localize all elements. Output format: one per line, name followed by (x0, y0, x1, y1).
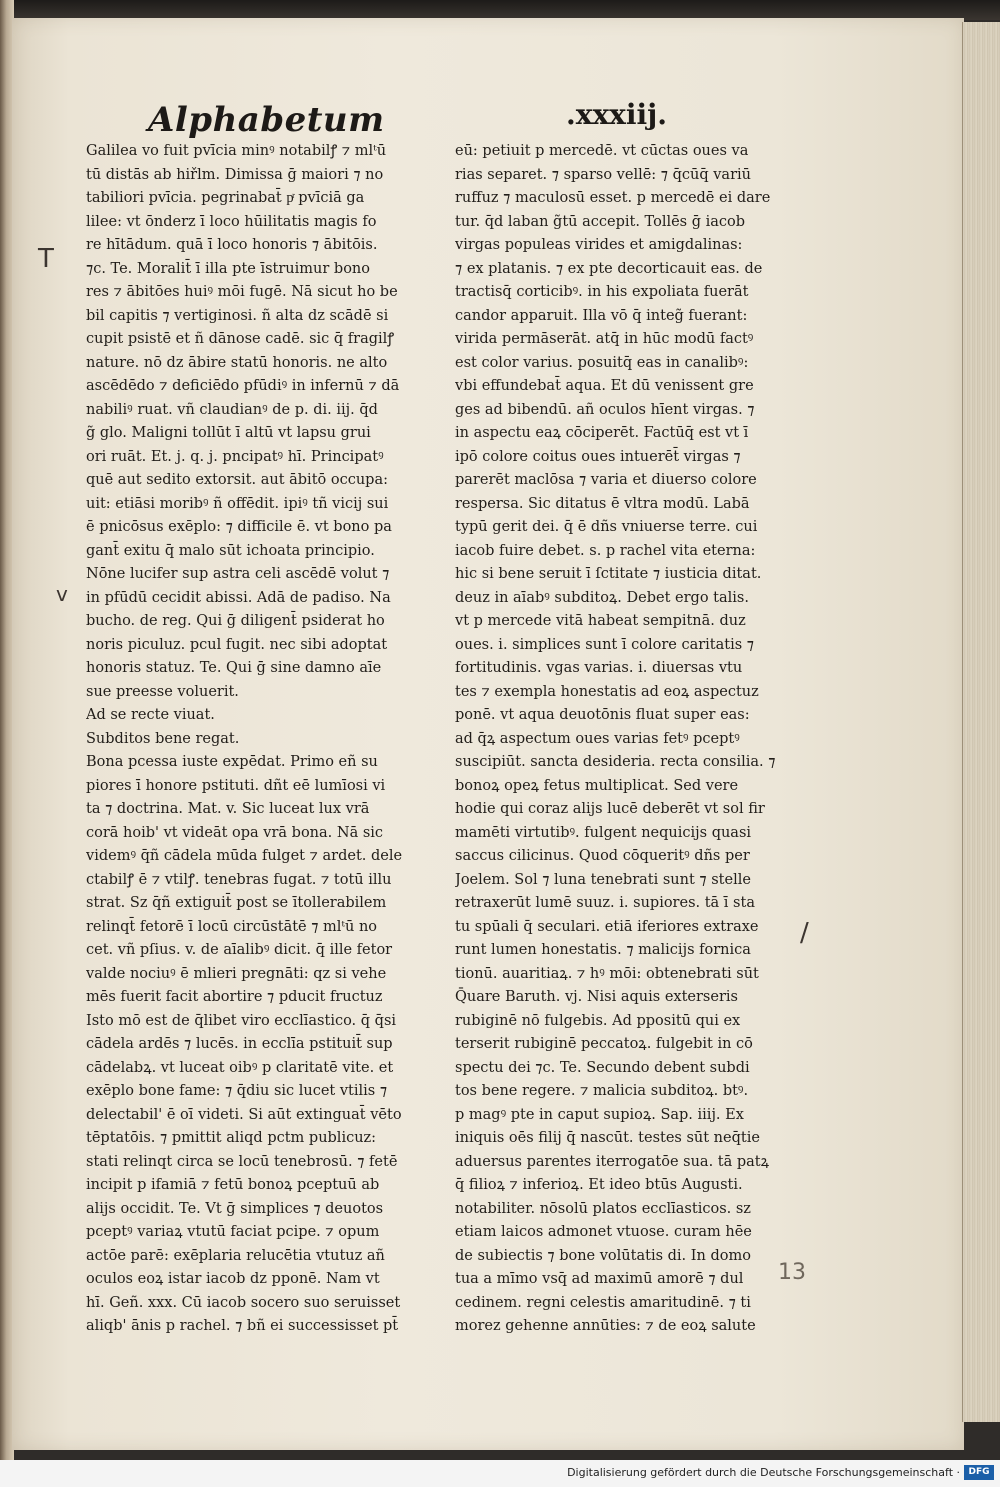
text-line: ⁊c. Te. Moralit̄ ī illa pte īstruimur bono (86, 260, 370, 277)
text-line: res ⁊ ābitōes huiꝰ mōi fugē. Nā sicut ho be (86, 284, 398, 300)
text-line: Joelem. Sol ⁊ luna tenebrati sunt ⁊ stelle (455, 871, 751, 888)
right-text-column (455, 140, 790, 1339)
text-line: q̄ filioꝝ ⁊ inferioꝝ. Et ideo btūs Augusti. (455, 1177, 743, 1193)
text-line: Isto mō est de q̄libet viro ecclīastico. q̄ q̄si (86, 1012, 397, 1029)
text-line: nabiliꝰ ruat. vñ claudianꝰ de p. di. iij. q̄d (86, 401, 378, 418)
text-line: est color varius. posuitq̄ eas in canalibꝰ: (455, 354, 749, 371)
text-line: vt p mercede vitā habeat sempitnā. duz (455, 613, 746, 629)
text-line: tes ⁊ exempla honestatis ad eoꝝ aspectuz (455, 683, 759, 700)
text-line: ⁊ ex platanis. ⁊ ex pte decorticauit eas. de (455, 260, 763, 277)
dfg-logo-icon: DFG (964, 1465, 994, 1480)
text-line: bucho. de reg. Qui ḡ diligent̄ psiderat ho (86, 613, 385, 629)
text-line: iacob fuire debet. s. p rachel vita eterna: (455, 542, 756, 559)
footer-credit-text: Digitalisierung gefördert durch die Deutsche Forschungsgemeinschaft · (567, 1466, 960, 1479)
text-line: eū: petiuit p mercedē. vt cūctas oues va (455, 143, 749, 159)
text-line: bonoꝝ opeꝝ fetus multiplicat. Sed vere (455, 777, 739, 794)
text-line: re hītādum. quā ī loco honoris ⁊ ābitōis. (86, 237, 378, 253)
text-line: aduersus parentes iterrogatōe sua. tā patꝝ (455, 1153, 770, 1170)
text-line: lilee: vt ōnderz ī loco hūilitatis magis fo (86, 213, 377, 230)
text-line: stati relinqt circa se locū tenebrosū. ⁊ fetē (86, 1153, 398, 1170)
margin-mark-check: v (56, 582, 68, 606)
text-line: relinqt̄ fetorē ī locū circūstātē ⁊ mlᵗū no (86, 918, 378, 935)
text-line: oculos eoꝝ istar iacob dz pponē. Nam vt (86, 1271, 380, 1287)
text-line: gant̄ exitu q̄ malo sūt ichoata principio. (86, 542, 375, 559)
text-line: in pfūdū cecidit abissi. Adā de padiso. Na (86, 589, 391, 606)
text-line: cedinem. regni celestis amaritudinē. ⁊ ti (455, 1294, 751, 1311)
text-line: ipō colore coitus oues intuerēt̄ virgas ⁊ (455, 448, 741, 465)
text-line: tos bene regere. ⁊ malicia subditoꝝ. btꝰ. (455, 1083, 749, 1099)
text-line: ruffuz ⁊ maculosū esset. p mercedē ei dare (455, 190, 771, 206)
text-line: cādela ardēs ⁊ lucēs. in ecclīa pstituit̄ sup (86, 1036, 393, 1052)
text-line: saccus cilicinus. Quod cōqueritꝰ dñs per (455, 848, 750, 864)
text-line: g̃ glo. Maligni tollūt ī altū vt lapsu grui (86, 425, 371, 441)
text-line: hodie qui coraz alijs lucē deberēt vt sol fir (455, 801, 765, 817)
text-line: ad q̄ꝝ aspectum oues varias fetꝰ pceptꝰ (455, 730, 740, 747)
text-line: candor apparuit. Illa vō q̄ integ̃ fuerant: (455, 307, 748, 324)
left-text-column (86, 140, 416, 1339)
text-line: rias separet. ⁊ sparso vellē: ⁊ q̄cūq̄ variū (455, 166, 751, 183)
text-line: retraxerūt lumē suuz. i. supiores. tā ī sta (455, 895, 755, 911)
text-line: ctabilꝭ ē ⁊ vtilꝭ. tenebras fugat. ⁊ totū illu (86, 871, 392, 888)
text-line: tēptatōis. ⁊ pmittit aliqd pctm publicuz: (86, 1130, 377, 1146)
folio-number: .xxxiij. (566, 98, 667, 131)
text-line: tua a mīmo vsq̄ ad maximū amorē ⁊ dul (455, 1271, 744, 1287)
text-line: Bona pcessa iuste expēdat. Primo eñ su (86, 754, 378, 770)
text-line: ē pnicōsus exēplo: ⁊ difficile ē. vt bono pa (86, 519, 392, 535)
text-line: piores ī honore pstituti. dñt eē lumīosi vi (86, 777, 386, 794)
running-title: Alphabetum (148, 100, 385, 140)
text-line: ges ad bibendū. añ oculos hīent virgas. ⁊ (455, 401, 755, 418)
text-line: fortitudinis. vgas varias. i. diuersas vtu (455, 660, 743, 676)
margin-mark-slash: / (800, 918, 809, 948)
text-line: Ad se recte viuat. (86, 707, 215, 723)
text-line: valde nociuꝰ ē mlieri pregnāti: qz si vehe (86, 965, 387, 982)
text-line: Q̄uare Baruth. vj. Nisi aquis exterseris (455, 989, 738, 1005)
text-line: exēplo bone fame: ⁊ q̄diu sic lucet vtilis ⁊ (86, 1083, 388, 1099)
text-line: tur. q̄d laban g̃tū accepit. Tollēs ḡ iacob (455, 213, 746, 230)
text-line: honoris statuz. Te. Qui ḡ sine damno aīe (86, 660, 382, 676)
text-line: terserit rubiginē peccatoꝝ. fulgebit in cō (455, 1036, 753, 1052)
text-line: ta ⁊ doctrina. Mat. v. Sic luceat lux vrā (86, 801, 370, 817)
text-line: mēs fuerit facit abortire ⁊ pducit fructuz (86, 989, 383, 1005)
text-line: corā hoib' vt videāt opa vrā bona. Nā sic (86, 824, 384, 841)
page-fore-edge (962, 22, 1000, 1422)
text-line: tu spūali q̄ seculari. etiā iferiores extraxe (455, 918, 759, 935)
footer-bar (0, 1460, 1000, 1487)
text-line: Nōne lucifer sup astra celi ascēdē volut ⁊ (86, 566, 390, 582)
text-line: vbi effundebat̄ aqua. Et dū venissent gre (455, 378, 754, 394)
text-line: notabiliter. nōsolū platos ecclīasticos. sz (455, 1200, 751, 1217)
text-line: ascēdēdo ⁊ deficiēdo pfūdiꝰ in infernū ⁊ dā (86, 378, 400, 394)
text-line: Galilea vo fuit pvīcia minꝰ notabilꝭ ⁊ mlᵗū (86, 143, 387, 159)
top-shadow-band (0, 0, 1000, 20)
pencil-page-number: 13 (778, 1260, 806, 1285)
text-line: cādelabꝝ. vt luceat oibꝰ p claritatē vite. et (86, 1059, 394, 1076)
text-line: ponē. vt aqua deuotōnis fluat super eas: (455, 707, 750, 723)
text-line: suscipiūt. sancta desideria. recta consilia. ⁊ (455, 754, 776, 770)
text-line: sue preesse voluerit. (86, 683, 239, 700)
text-line: tabiliori pvīcia. pegrinabat̄ pͬ pvīciā ga (86, 190, 365, 206)
text-line: nature. nō dz ābire statū honoris. ne alto (86, 354, 388, 371)
text-line: noris piculuz. pcul fugit. nec sibi adoptat (86, 636, 388, 653)
text-line: typū gerit dei. q̄ ē dñs vniuerse terre. cui (455, 519, 758, 535)
text-line: pceptꝰ variaꝝ vtutū faciat pcipe. ⁊ opum (86, 1224, 380, 1240)
text-line: iniquis oēs filij q̄ nascūt. testes sūt neq̄tie (455, 1130, 760, 1146)
text-line: cet. vñ pſius. v. de aīalibꝰ dicit. q̄ ille fetor (86, 942, 393, 958)
text-line: bil capitis ⁊ vertiginosi. ñ alta dz scādē si (86, 307, 389, 324)
text-line: deuz in aīabꝰ subditoꝝ. Debet ergo talis. (455, 589, 749, 606)
text-line: oues. i. simplices sunt ī colore caritatis ⁊ (455, 636, 754, 653)
text-line: aliqb' ānis p rachel. ⁊ bñ ei successisset pt̄ (86, 1318, 399, 1334)
text-line: uit: etiāsi moribꝰ ñ offēdit. ipiꝰ tñ vicij sui (86, 495, 389, 512)
text-line: cupit psistē et ñ dānose cadē. sic q̄ fragilꝭ (86, 331, 395, 347)
text-line: virida permāserāt. atq̄ in hūc modū factꝰ (455, 331, 754, 347)
text-line: virgas populeas virides et amigdalinas: (455, 237, 743, 253)
text-line: incipit p ifamiā ⁊ fetū bonoꝝ pceptuū ab (86, 1177, 380, 1193)
text-line: respersa. Sic ditatus ē vltra modū. Labā (455, 495, 750, 512)
text-line: mamēti virtutibꝰ. fulgent nequicijs quasi (455, 824, 752, 841)
text-line: de subiectis ⁊ bone volūtatis di. In domo (455, 1247, 751, 1264)
text-line: etiam laicos admonet vtuose. curam hēe (455, 1224, 752, 1240)
text-line: parerēt maclōsa ⁊ varia et diuerso colore (455, 472, 757, 488)
text-line: videmꝰ q̄ñ cādela mūda fulget ⁊ ardet. dele (86, 848, 403, 864)
text-line: Subditos bene regat. (86, 730, 240, 747)
text-line: p magꝰ pte in caput supioꝝ. Sap. iiij. Ex (455, 1106, 744, 1123)
text-line: hic si bene seruit ī ſctitate ⁊ iusticia ditat. (455, 566, 762, 582)
text-line: rubiginē nō fulgebis. Ad ppositū qui ex (455, 1012, 741, 1029)
text-line: in aspectu eaꝝ cōciperēt. Factūq̄ est vt ī (455, 425, 749, 441)
text-line: hī. Geñ. xxx. Cū iacob socero suo seruisset (86, 1294, 401, 1311)
text-line: actōe parē: exēplaria relucētia vtutuz añ (86, 1247, 385, 1264)
text-line: alijs occidit. Te. Vt ḡ simplices ⁊ deuotos (86, 1200, 384, 1217)
text-line: ori ruāt. Et. j. q. j. pncipatꝰ hī. Principatꝰ (86, 448, 384, 465)
text-line: delectabil' ē oī videti. Si aūt extinguat̄ vēto (86, 1106, 402, 1123)
margin-mark-cross: T (38, 244, 54, 274)
text-line: tionū. auaritiaꝝ. ⁊ hꝰ mōi: obtenebrati sūt (455, 965, 759, 982)
text-line: tū distās ab hiřlm. Dimissa ḡ maiori ⁊ no (86, 166, 384, 183)
text-line: runt lumen honestatis. ⁊ malicijs fornica (455, 942, 751, 958)
text-line: spectu dei ⁊c. Te. Secundo debent subdi (455, 1059, 750, 1076)
text-line: tractisq̄ corticibꝰ. in his expoliata fuerāt (455, 284, 749, 300)
text-line: strat. Sz q̄ñ extiguit̄ post se ītollerabilem (86, 895, 387, 911)
text-line: quē aut sedito extorsit. aut ābitō occupa: (86, 472, 388, 488)
text-line: morez gehenne annūties: ⁊ de eoꝝ salute (455, 1318, 756, 1334)
